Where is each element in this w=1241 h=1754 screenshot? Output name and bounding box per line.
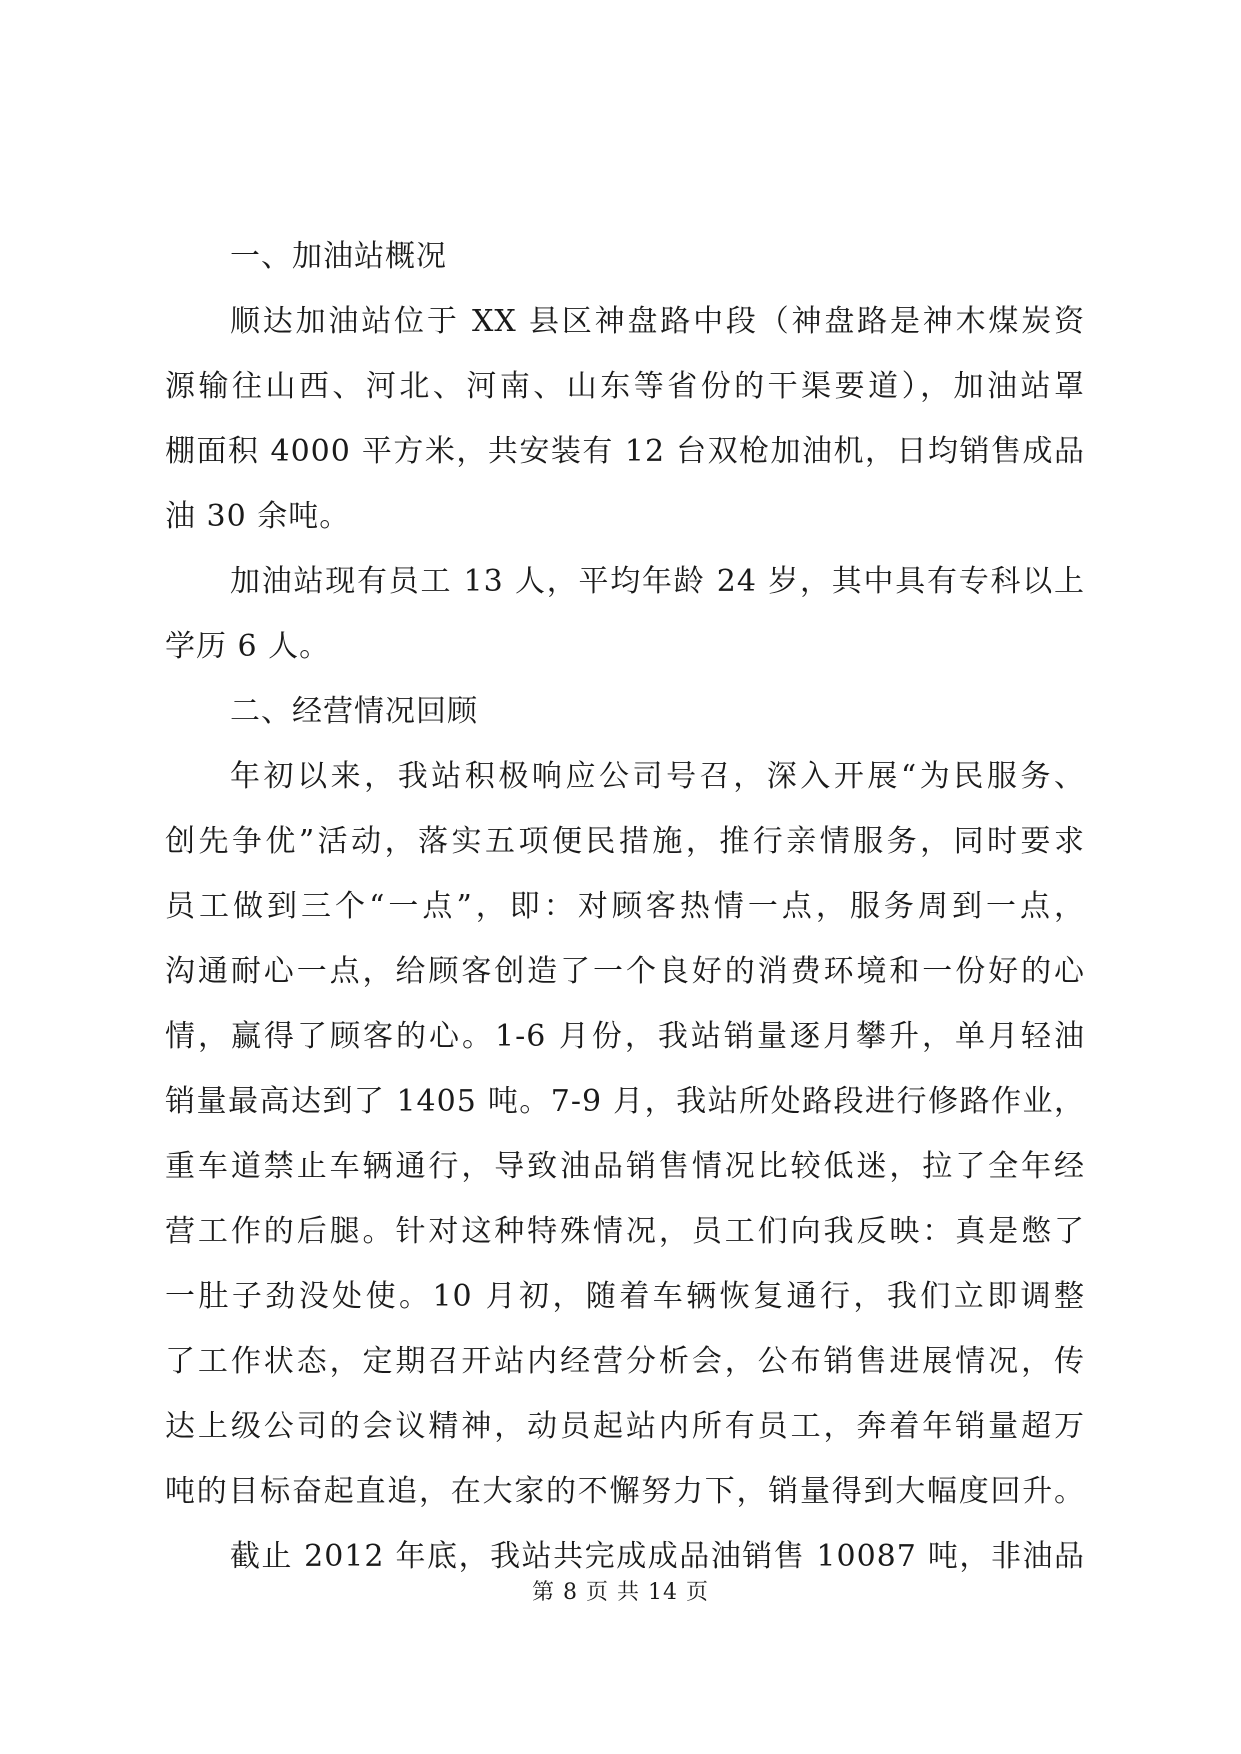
paragraph-line: 截止 2012 年底，我站共完成成品油销售 10087 吨，非油品 xyxy=(230,1539,1085,1574)
paragraph-line: 了工作状态，定期召开站内经营分析会，公布销售进展情况，传 xyxy=(165,1344,1085,1379)
section-heading-review: 二、经营情况回顾 xyxy=(230,694,478,729)
page-footer: 第 8 页 共 14 页 xyxy=(532,1580,709,1605)
paragraph-line: 创先争优”活动，落实五项便民措施，推行亲情服务，同时要求 xyxy=(165,824,1085,859)
paragraph-line: 吨的目标奋起直追，在大家的不懈努力下，销量得到大幅度回升。 xyxy=(165,1474,1085,1509)
paragraph-line: 员工做到三个“一点”，即：对顾客热情一点，服务周到一点， xyxy=(165,889,1085,924)
paragraph-line: 加油站现有员工 13 人，平均年龄 24 岁，其中具有专科以上 xyxy=(230,564,1085,599)
paragraph-line: 一肚子劲没处使。10 月初，随着车辆恢复通行，我们立即调整 xyxy=(165,1279,1085,1314)
section-heading-overview: 一、加油站概况 xyxy=(230,239,447,274)
paragraph-line: 营工作的后腿。针对这种特殊情况，员工们向我反映：真是憋了 xyxy=(165,1214,1085,1249)
paragraph-line: 油 30 余吨。 xyxy=(165,499,351,534)
paragraph-line: 沟通耐心一点，给顾客创造了一个良好的消费环境和一份好的心 xyxy=(165,954,1085,989)
paragraph-line: 情，赢得了顾客的心。1-6 月份，我站销量逐月攀升，单月轻油 xyxy=(165,1019,1085,1054)
paragraph-line: 棚面积 4000 平方米，共安装有 12 台双枪加油机，日均销售成品 xyxy=(165,434,1085,469)
paragraph-line: 年初以来，我站积极响应公司号召，深入开展“为民服务、 xyxy=(230,759,1085,794)
paragraph-line: 顺达加油站位于 XX 县区神盘路中段（神盘路是神木煤炭资 xyxy=(230,304,1085,339)
paragraph-line: 源输往山西、河北、河南、山东等省份的干渠要道），加油站罩 xyxy=(165,369,1085,404)
paragraph-line: 学历 6 人。 xyxy=(165,629,331,664)
paragraph-line: 重车道禁止车辆通行，导致油品销售情况比较低迷，拉了全年经 xyxy=(165,1149,1085,1184)
paragraph-line: 销量最高达到了 1405 吨。7-9 月，我站所处路段进行修路作业， xyxy=(165,1084,1085,1119)
paragraph-line: 达上级公司的会议精神，动员起站内所有员工，奔着年销量超万 xyxy=(165,1409,1085,1444)
